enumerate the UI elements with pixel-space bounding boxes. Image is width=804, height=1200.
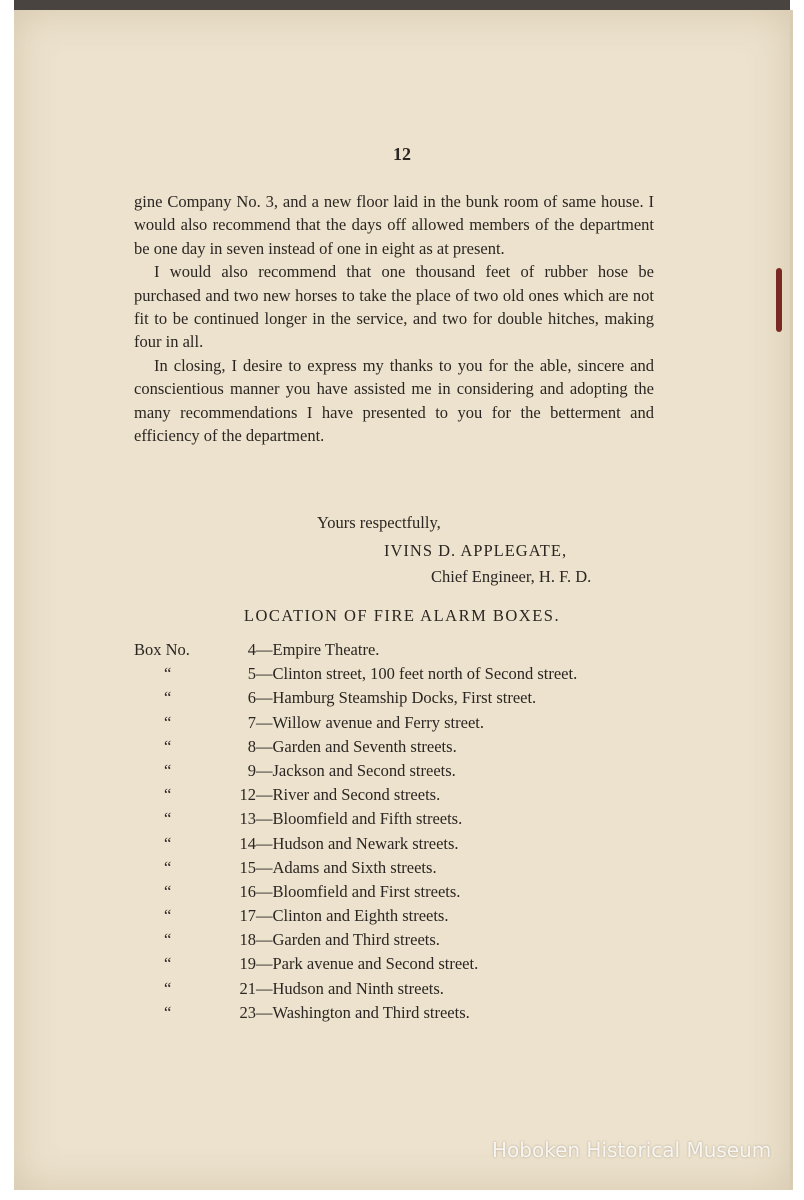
ditto-mark: “ [164,881,172,901]
document-page [14,10,793,1190]
museum-watermark: Hoboken Historical Museum [492,1138,772,1162]
alarm-box-row [134,904,674,928]
alarm-box-row [134,832,674,856]
alarm-box-row [134,686,674,710]
ditto-mark: “ [164,760,172,780]
alarm-box-list [134,638,674,1025]
box-location: —Clinton and Eighth streets. [256,906,449,926]
alarm-box-row [134,735,674,759]
box-number: 5 [247,664,256,684]
box-number: 13 [239,809,256,829]
alarm-box-row [134,977,674,1001]
box-location: —Hudson and Ninth streets. [256,978,444,998]
signatory-title: Chief Engineer, H. F. D. [431,567,592,586]
alarm-box-row [134,807,674,831]
box-number: 21 [239,978,256,998]
page-number: 12 [393,144,411,164]
ditto-mark: “ [164,978,172,998]
ditto-mark: “ [164,906,172,926]
box-number: 19 [239,954,256,974]
box-number: 18 [239,930,256,950]
box-number: 8 [247,736,256,756]
ditto-mark: “ [164,930,172,950]
box-number: 17 [239,906,256,926]
box-location: —Hamburg Steamship Docks, First street. [256,688,537,708]
box-location: —Bloomfield and First streets. [256,881,461,901]
box-location: —Empire Theatre. [256,640,380,659]
box-number: 23 [239,1002,256,1022]
box-location: —Garden and Third streets. [256,930,440,950]
box-location: —Bloomfield and Fifth streets. [256,809,463,829]
ditto-mark: “ [164,809,172,829]
box-number: 4 [247,640,256,659]
box-location: —Clinton street, 100 feet north of Second street. [256,664,578,684]
binding-thread [776,268,782,332]
box-location: —Hudson and Newark streets. [256,833,459,853]
ditto-mark: “ [164,954,172,974]
box-location: —Park avenue and Second street. [256,954,479,974]
box-location: —River and Second streets. [256,785,441,805]
alarm-box-row [134,662,674,686]
signatory-name: IVINS D. APPLEGATE, [384,541,568,560]
alarm-box-row [134,880,674,904]
body-text [134,190,654,447]
box-number: 16 [239,881,256,901]
box-location: —Adams and Sixth streets. [256,857,437,877]
ditto-mark: “ [164,1002,172,1022]
box-number: 7 [247,712,256,732]
ditto-mark: “ [164,712,172,732]
ditto-mark: “ [164,688,172,708]
ditto-mark: “ [164,664,172,684]
alarm-boxes-heading: LOCATION OF FIRE ALARM BOXES. [243,606,561,625]
box-location: —Jackson and Second streets. [256,760,456,780]
alarm-box-row [134,952,674,976]
alarm-box-row [134,928,674,952]
paragraph-3: In closing, I desire to express my thanks to you for the able, sincere and conscientious manner you have assisted me in considering and adopting the many recommendations I have presented to you for the betterment and efficiency of the department. [134,355,654,446]
alarm-box-row [134,783,674,807]
box-number: 12 [239,785,256,805]
box-number: 14 [239,833,256,853]
alarm-box-row [134,759,674,783]
salutation: Yours respectfully, [317,513,441,532]
alarm-box-row [134,856,674,880]
box-location: —Willow avenue and Ferry street. [256,712,484,732]
box-number: 15 [239,857,256,877]
ditto-mark: “ [164,833,172,853]
alarm-box-row [134,638,674,662]
ditto-mark: “ [164,736,172,756]
paragraph-2: I would also recommend that one thousand feet of rubber hose be purchased and two new horses to take the place of two old ones which are not fit to be continued longer in the service, and two for double hitches, making four in all. [134,262,654,352]
paragraph-1: gine Company No. 3, and a new floor laid in the bunk room of same house. I would also recommend that the days off allowed members of the department be one day in seven instead of one in eight as at present. [134,192,654,258]
alarm-box-row [134,711,674,735]
ditto-mark: “ [164,785,172,805]
alarm-box-row [134,1001,674,1025]
box-number: 6 [247,688,256,708]
ditto-mark: “ [164,857,172,877]
box-location: —Washington and Third streets. [256,1002,470,1022]
box-number: 9 [247,760,256,780]
box-no-label: Box No. [134,640,190,659]
box-location: —Garden and Seventh streets. [256,736,457,756]
